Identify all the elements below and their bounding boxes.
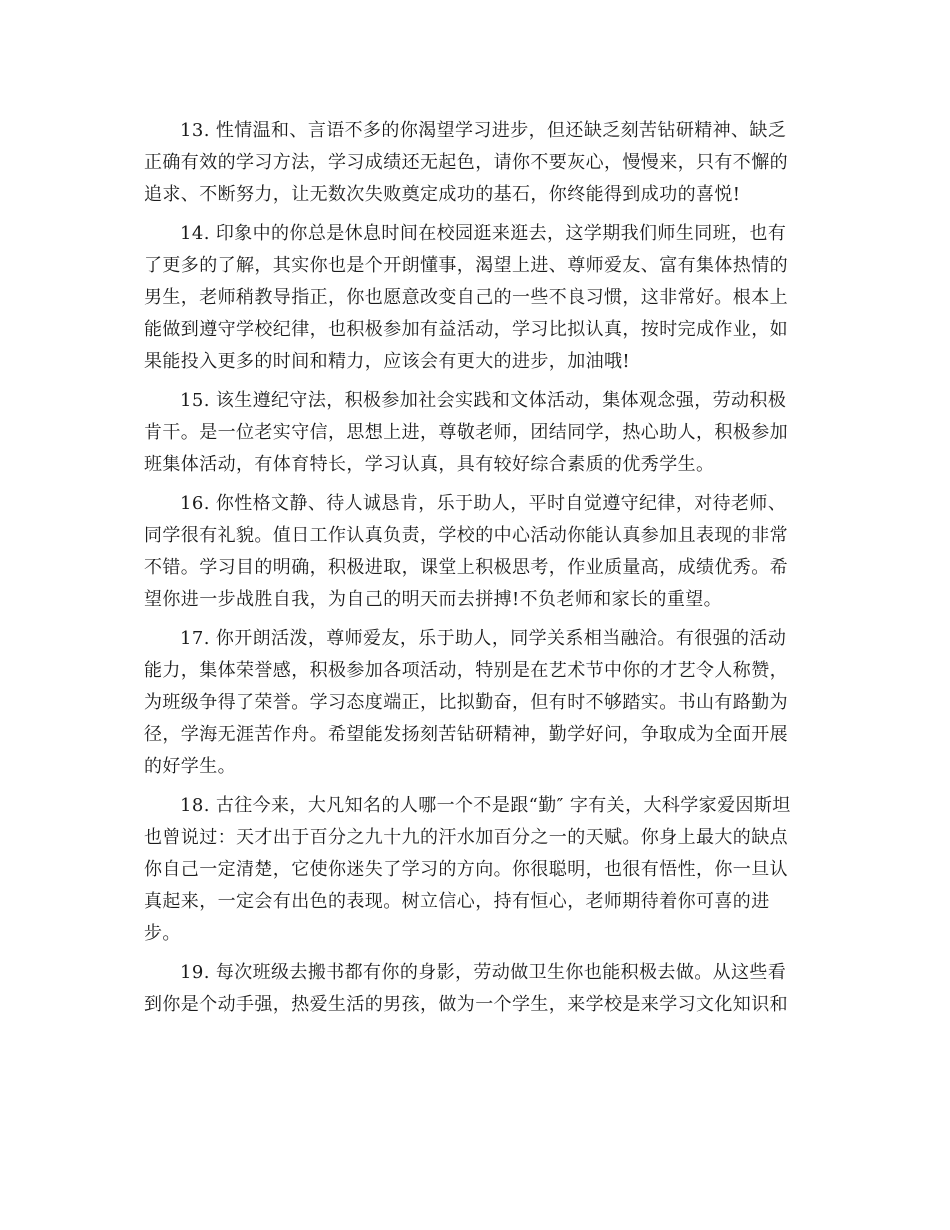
- paragraph-number: 13.: [180, 120, 210, 141]
- paragraph-text: 性情温和、言语不多的你渴望学习进步，但还缺乏刻苦钻研精神、缺乏正确有效的学习方法，学习成绩还无起色，请你不要灰心，慢慢来，只有不懈的追求、不断努力，让无数次失败奠定成功的基石，你终能得到成功的喜悦!: [144, 120, 788, 205]
- document-body: [144, 115, 804, 1028]
- paragraph-text: 印象中的你总是休息时间在校园逛来逛去，这学期我们师生同班，也有了更多的了解，其实你也是个开朗懂事，渴望上进、尊师爱友、富有集体热情的男生，老师稍教导指正，你也愿意改变自己的一些不良习惯，这非常好。根本上能做到遵守学校纪律，也积极参加有益活动，学习比拟认真，按时完成作业，如果能投入更多的时间和精力，应该会有更大的进步，加油哦!: [144, 223, 788, 372]
- paragraph-number: 17.: [180, 628, 210, 649]
- paragraph-15: [144, 385, 804, 481]
- paragraph-number: 18.: [180, 795, 210, 816]
- paragraph-18: [144, 790, 804, 950]
- paragraph-14: [144, 218, 804, 378]
- paragraph-13: [144, 115, 804, 211]
- paragraph-19: [144, 957, 804, 1021]
- paragraph-17: [144, 623, 804, 783]
- paragraph-number: 15.: [180, 390, 210, 411]
- paragraph-number: 19.: [180, 962, 210, 983]
- paragraph-number: 16.: [180, 493, 210, 514]
- paragraph-text: 每次班级去搬书都有你的身影，劳动做卫生你也能积极去做。从这些看到你是个动手强，热爱生活的男孩，做为一个学生，来学校是来学习文化知识和: [144, 962, 788, 1015]
- paragraph-number: 14.: [180, 223, 210, 244]
- paragraph-text: 你开朗活泼，尊师爱友，乐于助人，同学关系相当融洽。有很强的活动能力，集体荣誉感，积极参加各项活动，特别是在艺术节中你的才艺令人称赞，为班级争得了荣誉。学习态度端正，比拟勤奋，但有时不够踏实。书山有路勤为径，学海无涯苦作舟。希望能发扬刻苦钻研精神，勤学好问，争取成为全面开展的好学生。: [144, 628, 788, 777]
- paragraph-text: 古往今来，大凡知名的人哪一个不是跟“勤″ 字有关，大科学家爱因斯坦也曾说过：天才出于百分之九十九的汗水加百分之一的天赋。你身上最大的缺点你自己一定清楚，它使你迷失了学习的方向。你很聪明，也很有悟性，你一旦认真起来，一定会有出色的表现。树立信心，持有恒心，老师期待着你可喜的进步。: [144, 795, 791, 944]
- paragraph-text: 你性格文静、待人诚恳肯，乐于助人，平时自觉遵守纪律，对待老师、同学很有礼貌。值日工作认真负责，学校的中心活动你能认真参加且表现的非常不错。学习目的明确，积极进取，课堂上积极思考，作业质量高，成绩优秀。希望你进一步战胜自我，为自己的明天而去拼搏!不负老师和家长的重望。: [144, 493, 788, 610]
- paragraph-text: 该生遵纪守法，积极参加社会实践和文体活动，集体观念强，劳动积极肯干。是一位老实守信，思想上进，尊敬老师，团结同学，热心助人，积极参加班集体活动，有体育特长，学习认真，具有较好综合素质的优秀学生。: [144, 390, 788, 475]
- paragraph-16: [144, 488, 804, 616]
